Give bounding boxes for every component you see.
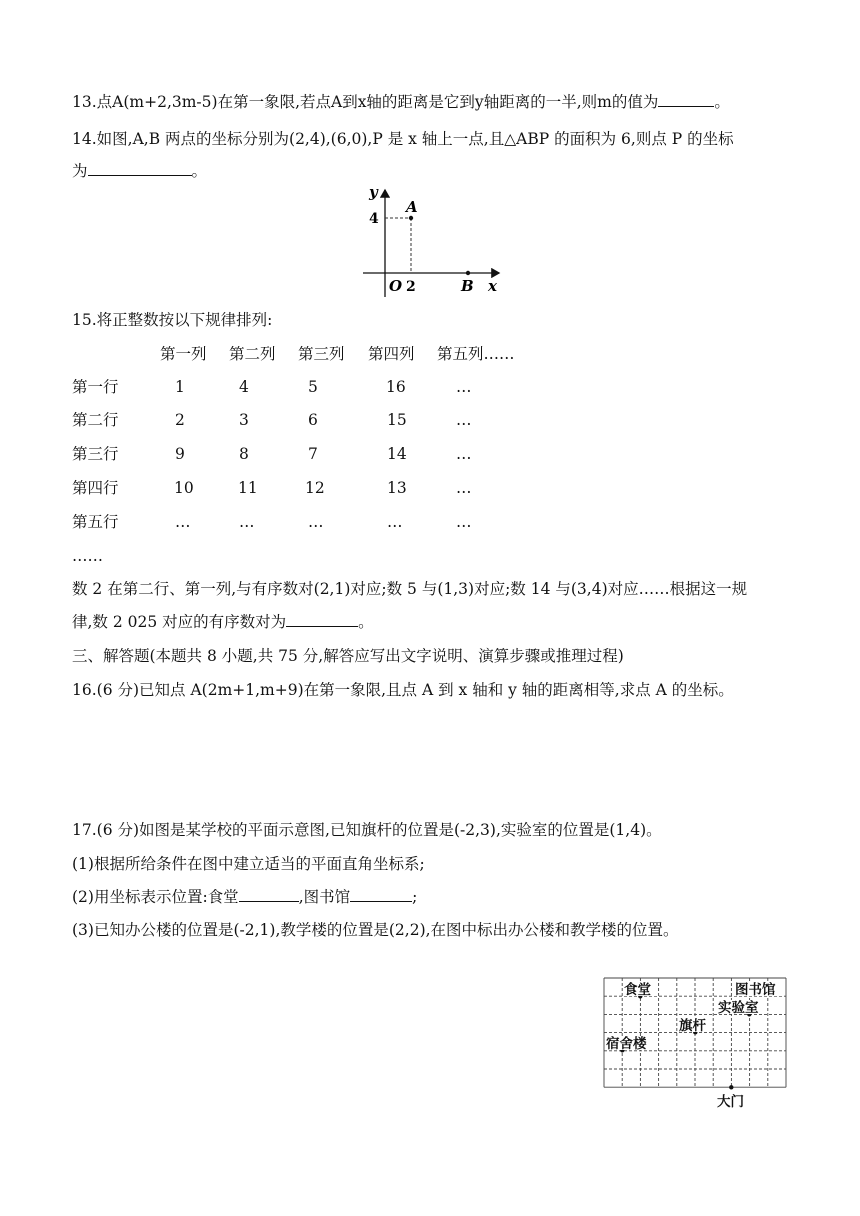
row-label: 第五行 xyxy=(72,513,119,531)
lab-label: 实验室 xyxy=(718,1000,759,1016)
table-cell: 2 xyxy=(175,411,185,429)
library-label: 图书馆 xyxy=(735,982,776,998)
canteen-answer-blank[interactable] xyxy=(239,887,299,902)
table-cell: … xyxy=(456,411,472,429)
table-cell: 10 xyxy=(174,479,194,497)
table-cell: 11 xyxy=(238,479,258,497)
q17-part-3: (3)已知办公楼的位置是(-2,1),教学楼的位置是(2,2),在图中标出办公楼和教学楼的位置。 xyxy=(72,921,679,939)
q17-intro: 17.(6 分)如图是某学校的平面示意图,已知旗杆的位置是(-2,3),实验室的位置是(1,4)。 xyxy=(72,821,662,839)
table-cell: 3 xyxy=(239,411,249,429)
q15-period: 。 xyxy=(358,613,374,631)
table-cell: 12 xyxy=(305,479,325,497)
q13-text: 13.点A(m+2,3m-5)在第一象限,若点A到x轴的距离是它到y轴距离的一半,则m的值为 xyxy=(72,93,659,111)
gate-dot xyxy=(729,1085,733,1089)
q17-part-2 xyxy=(72,887,417,907)
table-cell: 5 xyxy=(308,378,318,396)
q15-intro: 15.将正整数按以下规律排列: xyxy=(72,311,273,329)
col-header: 第五列…… xyxy=(437,345,515,363)
col-header: 第一列 xyxy=(160,345,207,363)
table-cell: 15 xyxy=(387,411,407,429)
table-cell: 7 xyxy=(308,445,318,463)
table-cell: 1 xyxy=(175,378,185,396)
point-b-dot xyxy=(466,271,470,275)
y-axis-label: y xyxy=(369,183,378,201)
q15-description-line2 xyxy=(72,612,374,632)
table-cell: 8 xyxy=(239,445,249,463)
q14-coordinate-figure xyxy=(355,182,505,300)
row-label: 第四行 xyxy=(72,479,119,497)
q15-desc-text: 律,数 2 025 对应的有序数对为 xyxy=(72,613,287,631)
q17-part-1: (1)根据所给条件在图中建立适当的平面直角坐标系; xyxy=(72,855,425,873)
q17-p2-text-a: (2)用坐标表示位置:食堂 xyxy=(72,888,239,906)
x-tick-2: 2 xyxy=(406,279,416,295)
q15-ellipsis: …… xyxy=(72,547,103,565)
q17-p2-text-b: ,图书馆 xyxy=(298,888,351,906)
q14-line2 xyxy=(72,161,207,181)
q17-p2-text-c: ; xyxy=(412,888,418,906)
table-cell: … xyxy=(239,513,255,531)
col-header: 第四列 xyxy=(368,345,415,363)
q14-period: 。 xyxy=(191,162,208,180)
y-tick-4: 4 xyxy=(369,211,379,227)
table-cell: … xyxy=(308,513,324,531)
q15-description-line1: 数 2 在第二行、第一列,与有序数对(2,1)对应;数 5 与(1,3)对应;数 14 与(3,4)对应……根据这一规 xyxy=(72,580,748,598)
question-13 xyxy=(72,92,730,112)
row-label: 第二行 xyxy=(72,411,119,429)
table-cell: … xyxy=(456,513,472,531)
row-label: 第一行 xyxy=(72,378,119,396)
school-map-figure xyxy=(600,974,792,1118)
table-cell: 13 xyxy=(387,479,407,497)
gate-label: 大门 xyxy=(717,1094,744,1110)
row-label: 第三行 xyxy=(72,445,119,463)
q14-line1: 14.如图,A,B 两点的坐标分别为(2,4),(6,0),P 是 x 轴上一点,且△ABP 的面积为 6,则点 P 的坐标 xyxy=(72,130,734,148)
table-cell: 6 xyxy=(308,411,318,429)
point-a-label: A xyxy=(406,198,418,216)
section-3-heading: 三、解答题(本题共 8 小题,共 75 分,解答应写出文字说明、演算步骤或推理过程) xyxy=(72,647,624,665)
library-answer-blank[interactable] xyxy=(350,887,412,902)
table-cell: 9 xyxy=(175,445,185,463)
q15-answer-blank[interactable] xyxy=(286,612,358,627)
table-cell: 14 xyxy=(387,445,407,463)
col-header: 第二列 xyxy=(229,345,276,363)
table-cell: … xyxy=(175,513,191,531)
q13-period: 。 xyxy=(714,93,730,111)
point-a-dot xyxy=(409,216,413,220)
question-16: 16.(6 分)已知点 A(2m+1,m+9)在第一象限,且点 A 到 x 轴和 y 轴的距离相等,求点 A 的坐标。 xyxy=(72,681,734,699)
table-cell: … xyxy=(387,513,403,531)
table-cell: … xyxy=(456,479,472,497)
table-cell: … xyxy=(456,445,472,463)
col-header: 第三列 xyxy=(298,345,345,363)
origin-label: O xyxy=(389,277,403,295)
dorm-label: 宿舍楼 xyxy=(606,1036,647,1052)
x-axis-label: x xyxy=(488,277,497,295)
canteen-label: 食堂 xyxy=(624,982,651,998)
flagpole-label: 旗杆 xyxy=(679,1018,706,1034)
point-b-label: B xyxy=(461,277,474,295)
table-cell: 4 xyxy=(239,378,249,396)
table-cell: 16 xyxy=(386,378,406,396)
q13-answer-blank[interactable] xyxy=(658,92,714,107)
table-cell: … xyxy=(456,378,472,396)
q14-answer-blank[interactable] xyxy=(88,161,192,176)
q14-prefix: 为 xyxy=(72,162,88,180)
